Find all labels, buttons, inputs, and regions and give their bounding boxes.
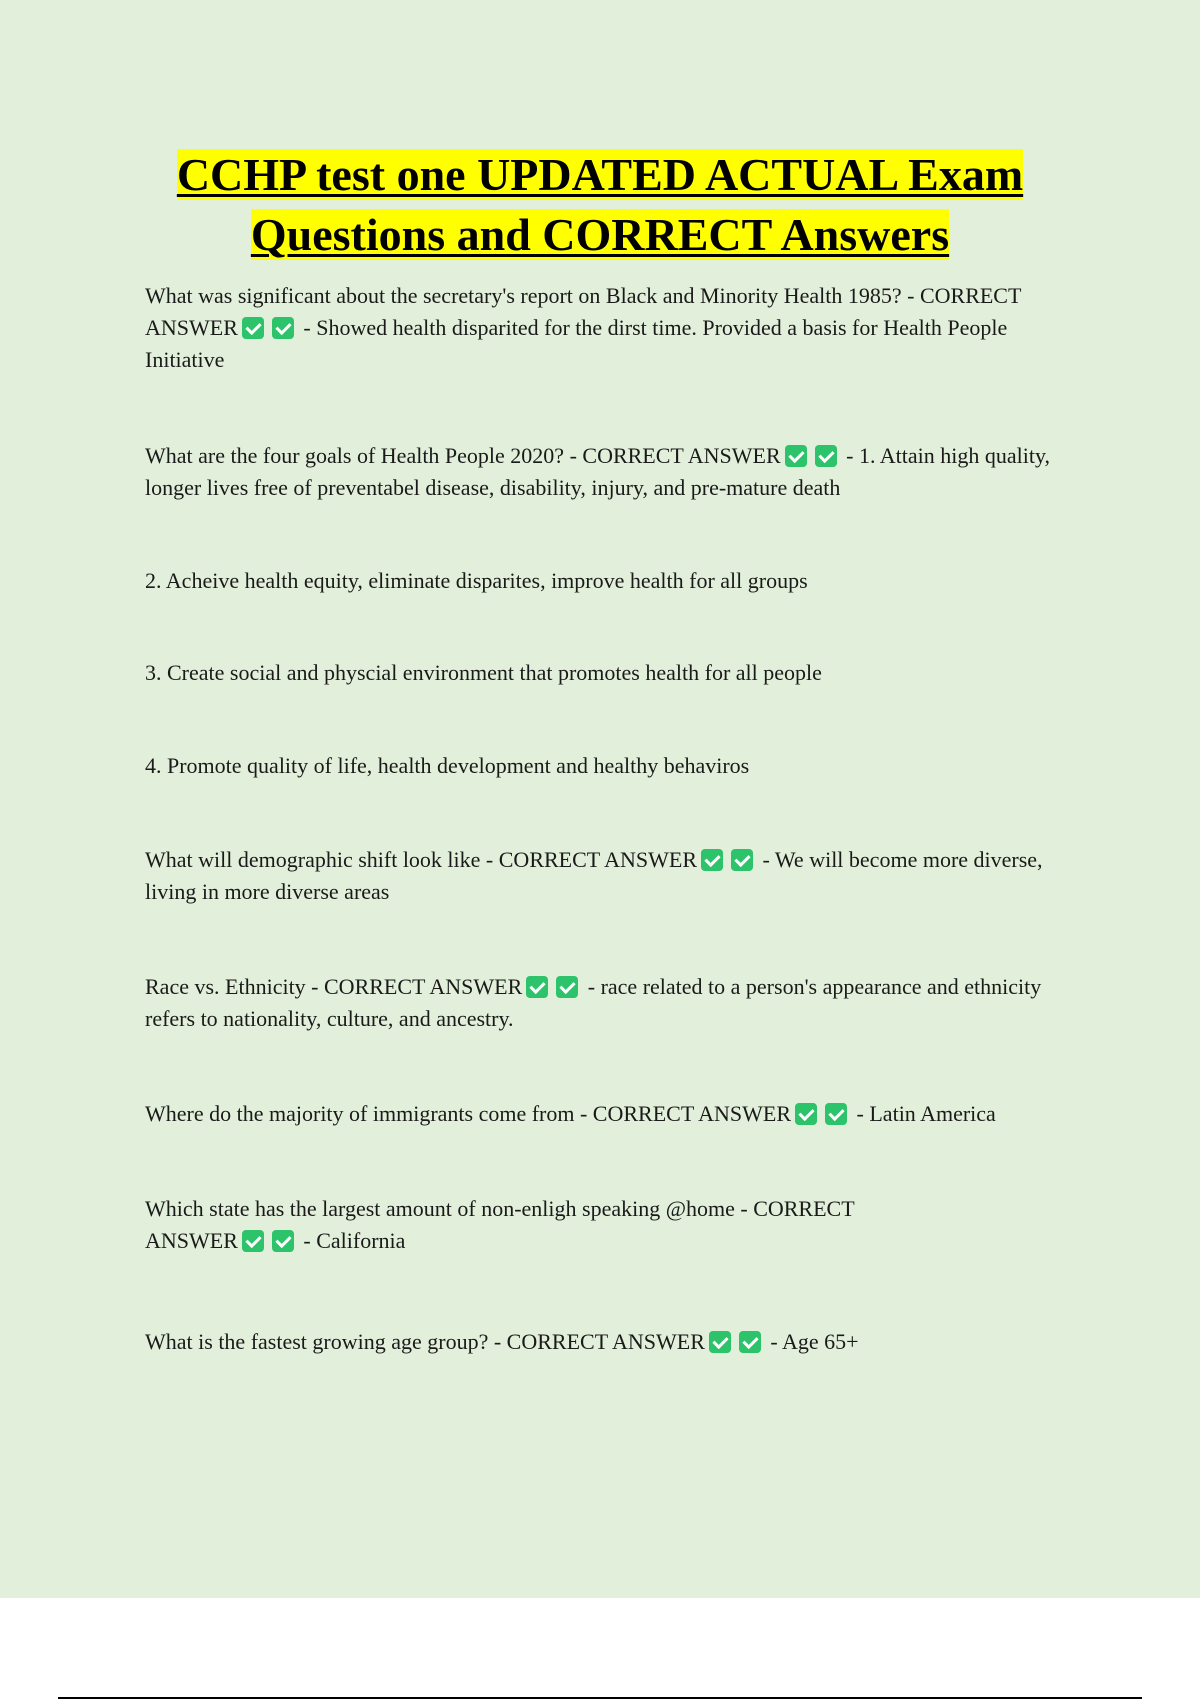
qa-entry-5 bbox=[145, 1098, 1090, 1130]
question-text: What will demographic shift look like - CORRECT ANSWER bbox=[145, 847, 697, 872]
question-text: What are the four goals of Health People 2020? - CORRECT ANSWER bbox=[145, 443, 781, 468]
qa-entry-3 bbox=[145, 844, 1090, 908]
goal-item-3: 3. Create social and physcial environment that promotes health for all people bbox=[145, 660, 822, 685]
question-text: Where do the majority of immigrants come from - CORRECT ANSWER bbox=[145, 1101, 792, 1126]
check-mark-icon bbox=[556, 976, 578, 998]
answer-text: - Showed health disparited for the dirst time. Provided a basis for Health People Initiative bbox=[145, 315, 1008, 372]
answer-text: - Age 65+ bbox=[764, 1329, 859, 1354]
question-text: Which state has the largest amount of non-enligh speaking @home - CORRECT ANSWER bbox=[145, 1196, 855, 1253]
qa-entry-2 bbox=[145, 440, 1090, 504]
answer-text: - We will become more diverse, living in more diverse areas bbox=[145, 847, 1043, 904]
goal-item-4: 4. Promote quality of life, health development and healthy behaviros bbox=[145, 753, 750, 778]
check-mark-icon bbox=[272, 1230, 294, 1252]
check-mark-icon bbox=[795, 1103, 817, 1125]
document-title bbox=[100, 145, 1100, 265]
check-mark-icon bbox=[242, 1230, 264, 1252]
check-mark-icon bbox=[709, 1331, 731, 1353]
qa-entry-4 bbox=[145, 971, 1090, 1035]
check-mark-icon bbox=[815, 445, 837, 467]
answer-text: - race related to a person's appearance and ethnicity refers to nationality, culture, and ancestry. bbox=[145, 974, 1042, 1031]
check-mark-icon bbox=[785, 445, 807, 467]
check-mark-icon bbox=[739, 1331, 761, 1353]
check-mark-icon bbox=[701, 849, 723, 871]
answer-text: - 1. Attain high quality, longer lives free of preventabel disease, disability, injury, and pre-mature death bbox=[145, 443, 1051, 500]
qa-entry-6 bbox=[145, 1193, 945, 1257]
question-text: Race vs. Ethnicity - CORRECT ANSWER bbox=[145, 974, 523, 999]
qa-entry-7 bbox=[145, 1326, 1090, 1358]
title-line-1: CCHP test one UPDATED ACTUAL Exam bbox=[176, 149, 1024, 200]
check-mark-icon bbox=[731, 849, 753, 871]
qa-entry-1 bbox=[145, 280, 1090, 376]
answer-text: - California bbox=[297, 1228, 406, 1253]
check-mark-icon bbox=[272, 317, 294, 339]
title-line-2: Questions and CORRECT Answers bbox=[250, 209, 950, 260]
footer-divider bbox=[58, 1697, 1142, 1699]
question-text: What is the fastest growing age group? - CORRECT ANSWER bbox=[145, 1329, 705, 1354]
check-mark-icon bbox=[825, 1103, 847, 1125]
goal-item-2: 2. Acheive health equity, eliminate disparites, improve health for all groups bbox=[145, 568, 808, 593]
question-text: What was significant about the secretary's report on Black and Minority Health 1985? - CORRECT ANSWER bbox=[145, 283, 1022, 340]
check-mark-icon bbox=[242, 317, 264, 339]
check-mark-icon bbox=[526, 976, 548, 998]
answer-text: - Latin America bbox=[851, 1101, 996, 1126]
